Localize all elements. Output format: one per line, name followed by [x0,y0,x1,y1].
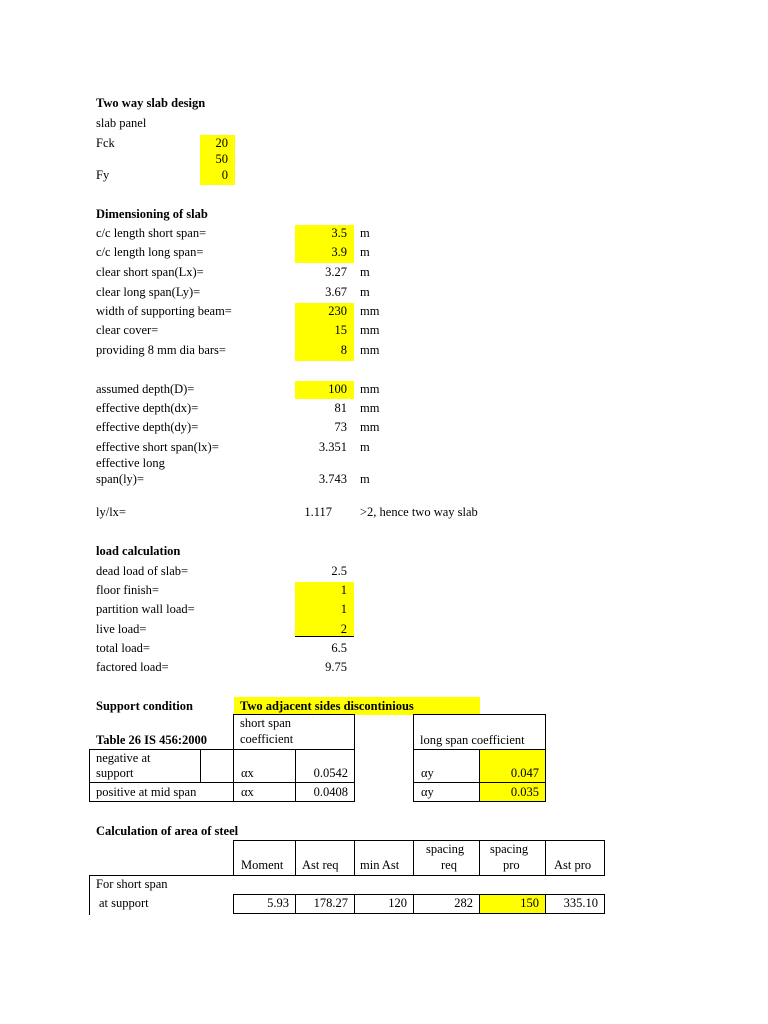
load-heading: load calculation [96,544,181,558]
depth-row-unit: mm [360,420,380,434]
dim-row-value[interactable]: 15 [334,323,347,337]
ast-pro-header: Ast pro [554,858,592,872]
dim-row-label: clear cover= [96,323,159,337]
short-span-left-border [89,875,90,915]
load-row-label: dead load of slab= [96,564,189,578]
ratio-label: ly/lx= [96,505,126,519]
ast-req-value: 178.27 [313,896,348,910]
pos-ay-value[interactable]: 0.035 [510,785,539,799]
dim-row-label: providing 8 mm dia bars= [96,343,226,357]
neg-alpha-y: αy [421,766,434,780]
neg-label-1: negative at [96,751,151,765]
table-reference: Table 26 IS 456:2000 [96,733,208,747]
load-row-value: 2.5 [331,564,347,578]
support-condition-label: Support condition [96,699,193,713]
fck-label: Fck [96,136,115,150]
dim-row-value[interactable]: 8 [340,343,347,357]
depth-row-label: assumed depth(D)= [96,382,195,396]
depth-row-label: effective short span(lx)= [96,440,219,454]
neg-ay-value[interactable]: 0.047 [510,766,539,780]
load-row-label: live load= [96,622,147,636]
pos-alpha-y: αy [421,785,434,799]
fy-value[interactable]: 0 [221,168,228,182]
short-span-header-2: coefficient [240,732,294,746]
load-row-value[interactable]: 2 [340,622,347,636]
dim-row-value[interactable]: 230 [328,304,347,318]
short-span-top-border [89,875,234,876]
dimensioning-heading: Dimensioning of slab [96,207,208,221]
page-title: Two way slab design [96,96,206,110]
slab-panel-label: slab panel [96,116,147,130]
load-row-value: 6.5 [331,641,347,655]
pos-ax-value: 0.0408 [313,785,348,799]
load-row-label: total load= [96,641,150,655]
depth-row-label: effective depth(dx)= [96,401,199,415]
depth-row-unit: m [360,440,370,454]
pos-label: positive at mid span [96,785,197,799]
load-row-value[interactable]: 1 [340,583,347,597]
load-row-label: partition wall load= [96,602,195,616]
at-support-label: at support [99,896,149,910]
short-span-label: For short span [96,877,168,891]
dim-row-unit: mm [360,304,380,318]
long-span-label-2: span(ly)= [96,472,145,486]
depth-row-unit: mm [360,401,380,415]
spacing-pro-value[interactable]: 150 [520,896,539,910]
depth-row-value: 73 [334,420,347,434]
dim-row-unit: m [360,226,370,240]
ast-pro-value: 335.10 [563,896,598,910]
depth-row-value: 3.351 [318,440,347,454]
long-span-label-1: effective long [96,456,165,470]
dim-row-value[interactable]: 3.9 [331,245,347,259]
dim-row-unit: mm [360,323,380,337]
fck-value[interactable]: 20 [215,136,228,150]
dim-row-unit: m [360,285,370,299]
fy-label: Fy [96,168,110,182]
dim-row-value: 3.67 [325,285,347,299]
dim-row-unit: mm [360,343,380,357]
neg-blank-cell [200,749,234,783]
neg-ax-value: 0.0542 [313,766,348,780]
ratio-note: >2, hence two way slab [360,505,478,519]
load-row-label: floor finish= [96,583,159,597]
ratio-value: 1.117 [304,505,332,519]
depth-row-unit: mm [360,382,380,396]
dim-row-label: c/c length short span= [96,226,207,240]
spacing-pro-header-1: spacing [490,842,529,856]
dim-row-unit: m [360,245,370,259]
short-span-header-1: short span [240,716,292,730]
load-row-value: 9.75 [325,660,347,674]
depth-row-label: effective depth(dy)= [96,420,199,434]
depth-row-value: 81 [334,401,347,415]
depth-row-value[interactable]: 100 [328,382,347,396]
min-ast-value: 120 [388,896,407,910]
dim-row-label: c/c length long span= [96,245,204,259]
neg-label-2: support [96,766,134,780]
long-span-header: long span coefficient [420,733,525,747]
long-span-value: 3.743 [318,472,347,486]
fck-value-2[interactable]: 50 [215,152,228,166]
spacing-pro-header-2: pro [503,858,520,872]
ast-req-header: Ast req [302,858,339,872]
load-row-label: factored load= [96,660,169,674]
min-ast-header: min Ast [360,858,400,872]
dim-row-unit: m [360,265,370,279]
moment-value: 5.93 [267,896,289,910]
dim-row-value: 3.27 [325,265,347,279]
spacing-req-value: 282 [454,896,473,910]
steel-heading: Calculation of area of steel [96,824,239,838]
load-row-value[interactable]: 1 [340,602,347,616]
dim-row-label: clear long span(Ly)= [96,285,201,299]
spacing-req-header-2: req [441,858,457,872]
dim-row-label: width of supporting beam= [96,304,232,318]
long-span-unit: m [360,472,370,486]
dim-row-label: clear short span(Lx)= [96,265,204,279]
pos-alpha-x: αx [241,785,254,799]
moment-header: Moment [241,858,284,872]
dim-row-value[interactable]: 3.5 [331,226,347,240]
support-condition-value[interactable]: Two adjacent sides discontinious [240,699,414,713]
neg-alpha-x: αx [241,766,254,780]
spacing-req-header-1: spacing [426,842,465,856]
